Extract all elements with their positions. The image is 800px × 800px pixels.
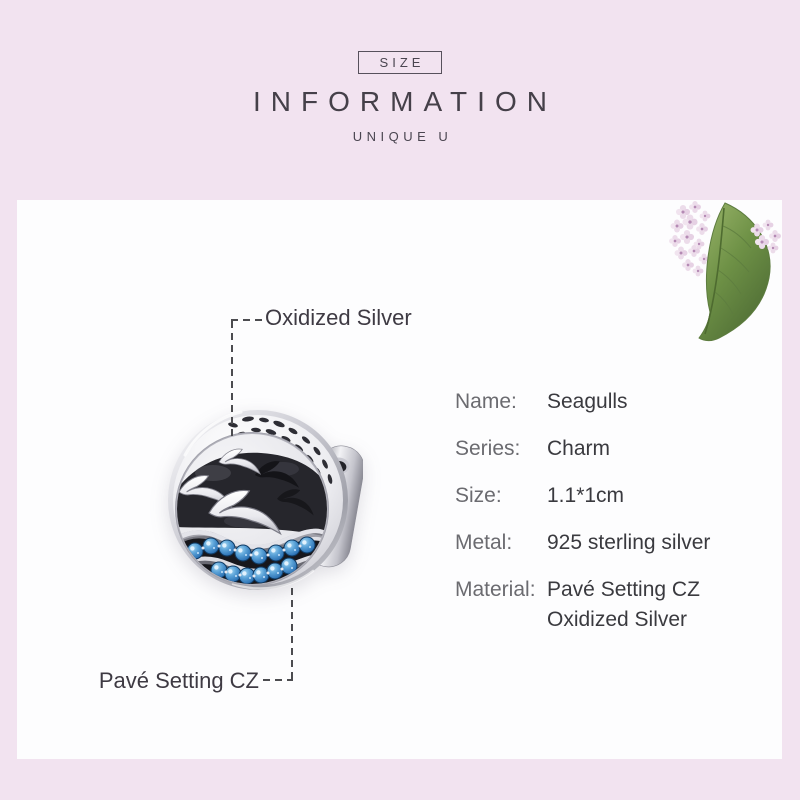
page-title: INFORMATION <box>253 86 557 117</box>
callout-bottom-line-horizontal <box>263 679 293 681</box>
size-badge: SIZE <box>358 51 442 74</box>
spec-value-group <box>547 566 700 635</box>
spec-label: Metal: <box>455 531 513 554</box>
leaf <box>699 203 770 341</box>
lilac-leaf-decoration-icon <box>667 200 799 350</box>
spec-row-name <box>455 378 765 425</box>
callout-top-line-vertical <box>231 321 233 441</box>
spec-label: Name: <box>455 390 517 413</box>
spec-value: Seagulls <box>547 390 628 413</box>
flower-cluster-left <box>669 201 710 276</box>
header <box>0 0 800 200</box>
callout-oxidized-silver: Oxidized Silver <box>265 305 412 330</box>
spec-list <box>455 378 765 635</box>
spec-row-metal <box>455 519 765 566</box>
spec-label: Size: <box>455 484 502 507</box>
spec-row-material <box>455 566 765 635</box>
spec-value-line2: Oxidized Silver <box>547 608 688 631</box>
spec-row-series <box>455 425 765 472</box>
spec-label: Material: <box>455 578 536 601</box>
callout-top-line-horizontal <box>231 319 263 321</box>
header-subtitle: UNIQUE U <box>352 129 453 144</box>
spec-value: Charm <box>547 437 611 460</box>
spec-value: 1.1*1cm <box>547 484 625 507</box>
charm-product-image <box>163 403 363 603</box>
callout-pave-setting-cz: Pavé Setting CZ <box>98 668 259 693</box>
spec-row-size <box>455 472 765 519</box>
spec-label: Series: <box>455 437 521 460</box>
callout-bottom-line-vertical <box>291 588 293 681</box>
product-card <box>17 200 782 759</box>
spec-value-line1: Pavé Setting CZ <box>547 578 700 601</box>
spec-value: 925 sterling silver <box>547 531 711 554</box>
